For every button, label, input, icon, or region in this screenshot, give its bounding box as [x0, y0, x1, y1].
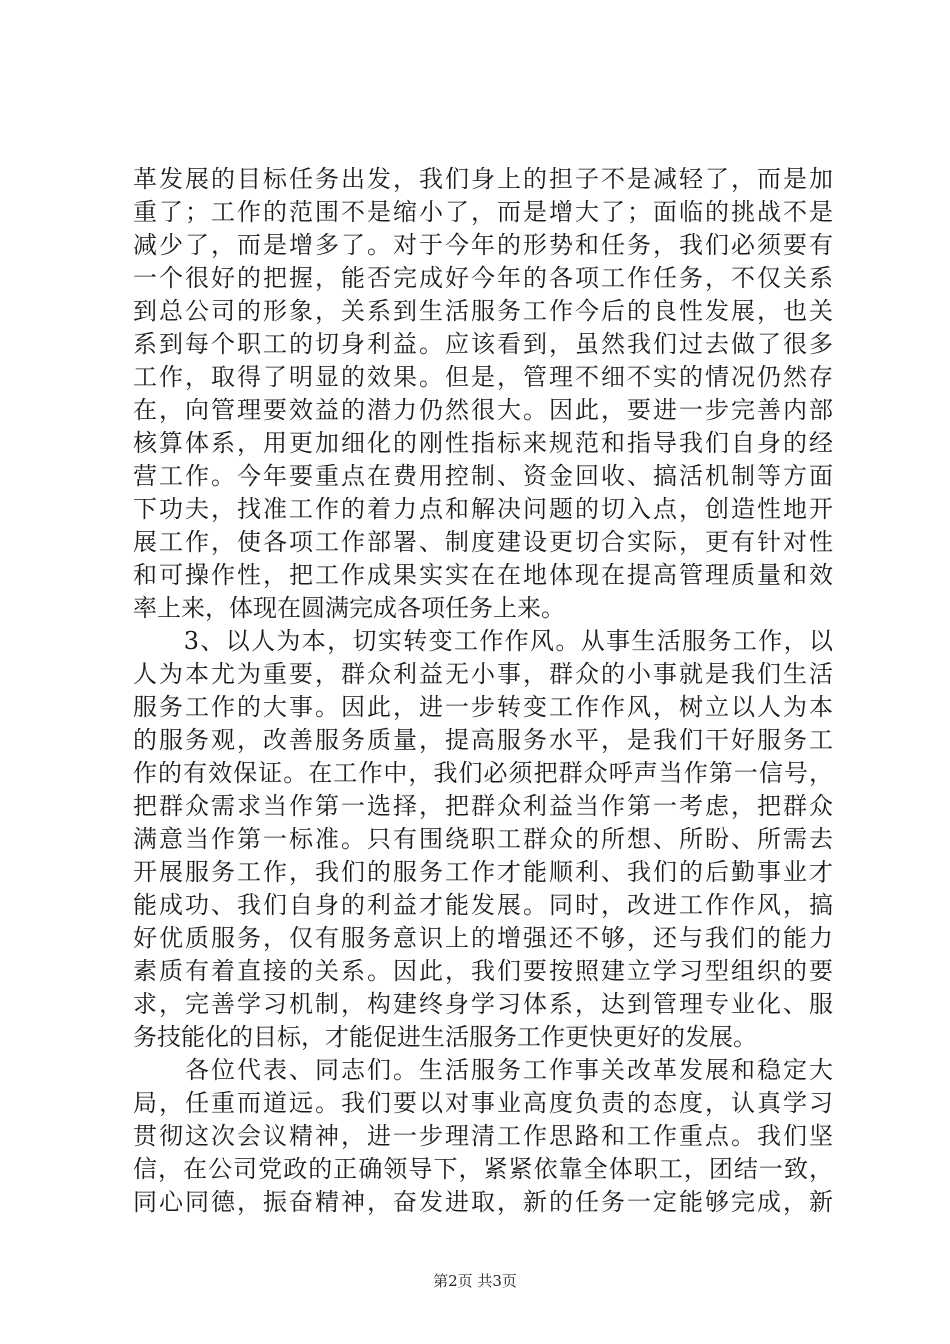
text-line: 革发展的目标任务出发，我们身上的担子不是减轻了，而是加 [133, 165, 833, 193]
text-line: 系到每个职工的切身利益。应该看到，虽然我们过去做了很多 [133, 330, 833, 358]
section-heading-line: 3、以人为本，切实转变工作作风。从事生活服务工作，以 [133, 627, 833, 655]
text-line: 把群众需求当作第一选择，把群众利益当作第一考虑，把群众 [133, 792, 833, 820]
paragraph-end-line: 务技能化的目标，才能促进生活服务工作更快更好的发展。 [133, 1023, 757, 1051]
text-line: 满意当作第一标准。只有围绕职工群众的所想、所盼、所需去 [133, 825, 833, 853]
text-line: 核算体系，用更加细化的刚性指标来规范和指导我们自身的经 [133, 429, 833, 457]
text-line: 重了；工作的范围不是缩小了，而是增大了；面临的挑战不是 [133, 198, 833, 226]
text-line: 人为本尤为重要，群众利益无小事，群众的小事就是我们生活 [133, 660, 833, 688]
text-line: 一个很好的把握，能否完成好今年的各项工作任务，不仅关系 [133, 264, 833, 292]
text-line: 服务工作的大事。因此，进一步转变工作作风，树立以人为本 [133, 693, 833, 721]
page-number-footer: 第2页 共3页 [433, 1272, 517, 1290]
text-line: 到总公司的形象，关系到生活服务工作今后的良性发展，也关 [133, 297, 833, 325]
text-line: 信，在公司党政的正确领导下，紧紧依靠全体职工，团结一致， [133, 1155, 833, 1183]
text-line: 展工作，使各项工作部署、制度建设更切合实际，更有针对性 [133, 528, 833, 556]
text-line: 贯彻这次会议精神，进一步理清工作思路和工作重点。我们坚 [133, 1122, 833, 1150]
paragraph-start-line: 各位代表、同志们。生活服务工作事关改革发展和稳定大 [133, 1056, 833, 1084]
text-line: 局，任重而道远。我们要以对事业高度负责的态度，认真学习 [133, 1089, 833, 1117]
text-line: 工作，取得了明显的效果。但是，管理不细不实的情况仍然存 [133, 363, 833, 391]
text-line: 下功夫，找准工作的着力点和解决问题的切入点，创造性地开 [133, 495, 833, 523]
text-line: 营工作。今年要重点在费用控制、资金回收、搞活机制等方面 [133, 462, 833, 490]
text-line: 同心同德，振奋精神，奋发进取，新的任务一定能够完成，新 [133, 1188, 833, 1216]
text-line: 和可操作性，把工作成果实实在在地体现在提高管理质量和效 [133, 561, 833, 589]
text-line: 开展服务工作，我们的服务工作才能顺利、我们的后勤事业才 [133, 858, 833, 886]
text-line: 能成功、我们自身的利益才能发展。同时，改进工作作风，搞 [133, 891, 833, 919]
text-line: 求，完善学习机制，构建终身学习体系，达到管理专业化、服 [133, 990, 833, 1018]
body-text [133, 163, 833, 1219]
text-line: 在，向管理要效益的潜力仍然很大。因此，要进一步完善内部 [133, 396, 833, 424]
text-line: 作的有效保证。在工作中，我们必须把群众呼声当作第一信号， [133, 759, 833, 787]
text-line: 减少了，而是增多了。对于今年的形势和任务，我们必须要有 [133, 231, 833, 259]
text-line: 素质有着直接的关系。因此，我们要按照建立学习型组织的要 [133, 957, 833, 985]
text-line: 的服务观，改善服务质量，提高服务水平，是我们干好服务工 [133, 726, 833, 754]
text-line: 好优质服务，仅有服务意识上的增强还不够，还与我们的能力 [133, 924, 833, 952]
paragraph-end-line: 率上来，体现在圆满完成各项任务上来。 [133, 594, 565, 622]
